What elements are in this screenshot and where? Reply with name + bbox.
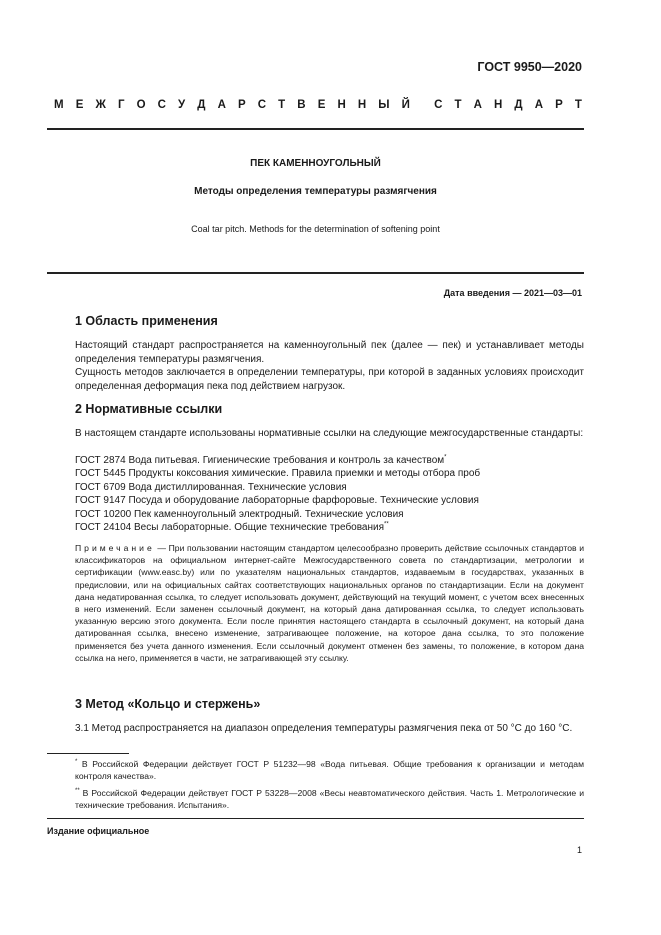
banner-letter: Г xyxy=(117,99,125,111)
banner-letter: Й xyxy=(401,99,410,111)
reference-title: Посуда и оборудование лабораторные фарфоровые. Технические условия xyxy=(128,495,479,506)
banner-letter: Е xyxy=(317,99,326,111)
banner-letter: Р xyxy=(237,99,246,111)
page-number: 1 xyxy=(576,845,582,855)
reference-title: Пек каменноугольный электродный. Технические условия xyxy=(134,509,404,520)
section-3-paragraph-1 xyxy=(47,722,584,736)
banner-letter: С xyxy=(434,99,443,111)
reference-title: Вода питьевая. Гигиенические требования и контроль за качеством xyxy=(128,455,445,466)
reference-code: ГОСТ 24104 xyxy=(75,522,132,533)
footnote-mark: * xyxy=(75,759,78,766)
section-1-paragraph-2 xyxy=(47,366,584,393)
footnote-mark: ** xyxy=(75,788,80,795)
reference-item xyxy=(75,481,347,495)
footnote-body: В Российской Федерации действует ГОСТ Р 53228—2008 «Весы неавтоматического действия. Часть 1. Метрологические и технические требования. Испытания». xyxy=(75,788,584,811)
banner-letter: Т xyxy=(454,99,462,111)
references-note xyxy=(47,542,584,664)
edition-label: Издание официальное xyxy=(47,826,150,836)
interstate-standard-banner xyxy=(54,99,582,111)
footnote-mark: * xyxy=(444,454,447,461)
note-body: — При пользовании настоящим стандартом целесообразно проверить действие ссылочных стандартов и классификаторов на официальном интернет-сайте Межгосударственного совета по стандартизации, метрологии и сертификации (www.easc.by) или по указателям национальных стандартов, издаваемым в государствах, указанных в предисловии, или на официальных сайтах соответствующих национальных органов по стандартизации. Если на документ дана недатированная ссылка, то следует использовать документ, действующий на текущий момент, с учетом всех внесенных в него изменений. Если заменен ссылочный документ, на который дана датированная ссылка, то следует использовать указанную версию этого документа. Если после принятия настоящего стандарта в ссылочный документ, на который дана датированная ссылка, внесено изменение, затрагивающее положение, на которое дана ссылка, то это положение применяется без учета данного изменения. Если ссылочный документ отменен без замены, то положение, в котором дана ссылка на него, применяется в части, не затрагивающей эту ссылку. xyxy=(75,543,584,663)
paragraph-text: В настоящем стандарте использованы нормативные ссылки на следующие межгосударственные стандарты: xyxy=(75,428,584,439)
section-2-heading: 2 Нормативные ссылки xyxy=(75,402,223,416)
footnote-mark: ** xyxy=(384,521,389,528)
section-2-intro xyxy=(47,427,584,441)
banner-letter: А xyxy=(217,99,226,111)
standard-number: ГОСТ 9950—2020 xyxy=(477,60,582,74)
banner-letter: Ы xyxy=(378,99,390,111)
banner-letter: Р xyxy=(555,99,563,111)
banner-letter: А xyxy=(534,99,544,111)
banner-letter: Ж xyxy=(95,99,106,111)
banner-letter: У xyxy=(178,99,186,111)
banner-letter: Д xyxy=(514,99,523,111)
paragraph-text: 3.1 Метод распространяется на диапазон определения температуры размягчения пека от 50 °С до 160 °С. xyxy=(75,723,573,734)
footer-divider xyxy=(47,818,584,819)
banner-letter: А xyxy=(473,99,482,111)
banner-letter: Т xyxy=(574,99,582,111)
document-title-english: Coal tar pitch. Methods for the determination of softening point xyxy=(191,224,440,234)
reference-item xyxy=(75,521,389,535)
reference-item xyxy=(75,508,404,522)
introduction-date: Дата введения — 2021—03—01 xyxy=(443,288,582,298)
banner-letter: М xyxy=(54,99,64,111)
reference-item xyxy=(75,467,480,481)
reference-title: Вода дистиллированная. Технические условия xyxy=(128,482,347,493)
note-text xyxy=(47,542,584,664)
banner-letter: О xyxy=(136,99,146,111)
banner-letter: С xyxy=(257,99,267,111)
reference-item xyxy=(75,454,447,468)
footnote-divider xyxy=(47,753,129,754)
document-subtitle: Методы определения температуры размягчения xyxy=(194,186,437,197)
title-divider xyxy=(47,272,584,274)
section-3-heading: 3 Метод «Кольцо и стержень» xyxy=(75,697,261,711)
banner-letter: В xyxy=(297,99,306,111)
note-label: Примечание xyxy=(75,543,155,553)
reference-code: ГОСТ 10200 xyxy=(75,509,132,520)
banner-letter: С xyxy=(157,99,166,111)
banner-letter: Т xyxy=(278,99,286,111)
reference-code: ГОСТ 2874 xyxy=(75,455,126,466)
paragraph-text: Настоящий стандарт распространяется на каменноугольный пек (далее — пек) и устанавливает методы определения температуры размягчения. xyxy=(75,340,584,365)
reference-code: ГОСТ 5445 xyxy=(75,468,126,479)
footnote xyxy=(47,758,584,782)
section-1-heading: 1 Область применения xyxy=(75,314,218,328)
banner-letter: Е xyxy=(75,99,84,111)
footnote-text xyxy=(47,758,584,782)
banner-letter: Н xyxy=(494,99,503,111)
document-title: ПЕК КАМЕННОУГОЛЬНЫЙ xyxy=(250,158,381,169)
header-divider xyxy=(47,128,584,130)
banner-letter: Д xyxy=(197,99,206,111)
footnote xyxy=(47,787,584,811)
footnote-body: В Российской Федерации действует ГОСТ Р 51232—98 «Вода питьевая. Общие требования к организации и методам контроля качества». xyxy=(75,759,584,782)
banner-letter: Н xyxy=(337,99,346,111)
reference-item xyxy=(75,494,479,508)
section-1-paragraph-1 xyxy=(47,339,584,366)
reference-title: Весы лабораторные. Общие технические требования xyxy=(134,522,385,533)
footnote-text xyxy=(47,787,584,811)
banner-letter: Н xyxy=(357,99,367,111)
reference-title: Продукты коксования химические. Правила приемки и методы отбора проб xyxy=(128,468,481,479)
paragraph-text: Сущность методов заключается в определении температуры, при которой в заданных условиях происходит определенная деформация пека под действием нагрузок. xyxy=(75,367,584,392)
reference-code: ГОСТ 6709 xyxy=(75,482,126,493)
reference-code: ГОСТ 9147 xyxy=(75,495,126,506)
